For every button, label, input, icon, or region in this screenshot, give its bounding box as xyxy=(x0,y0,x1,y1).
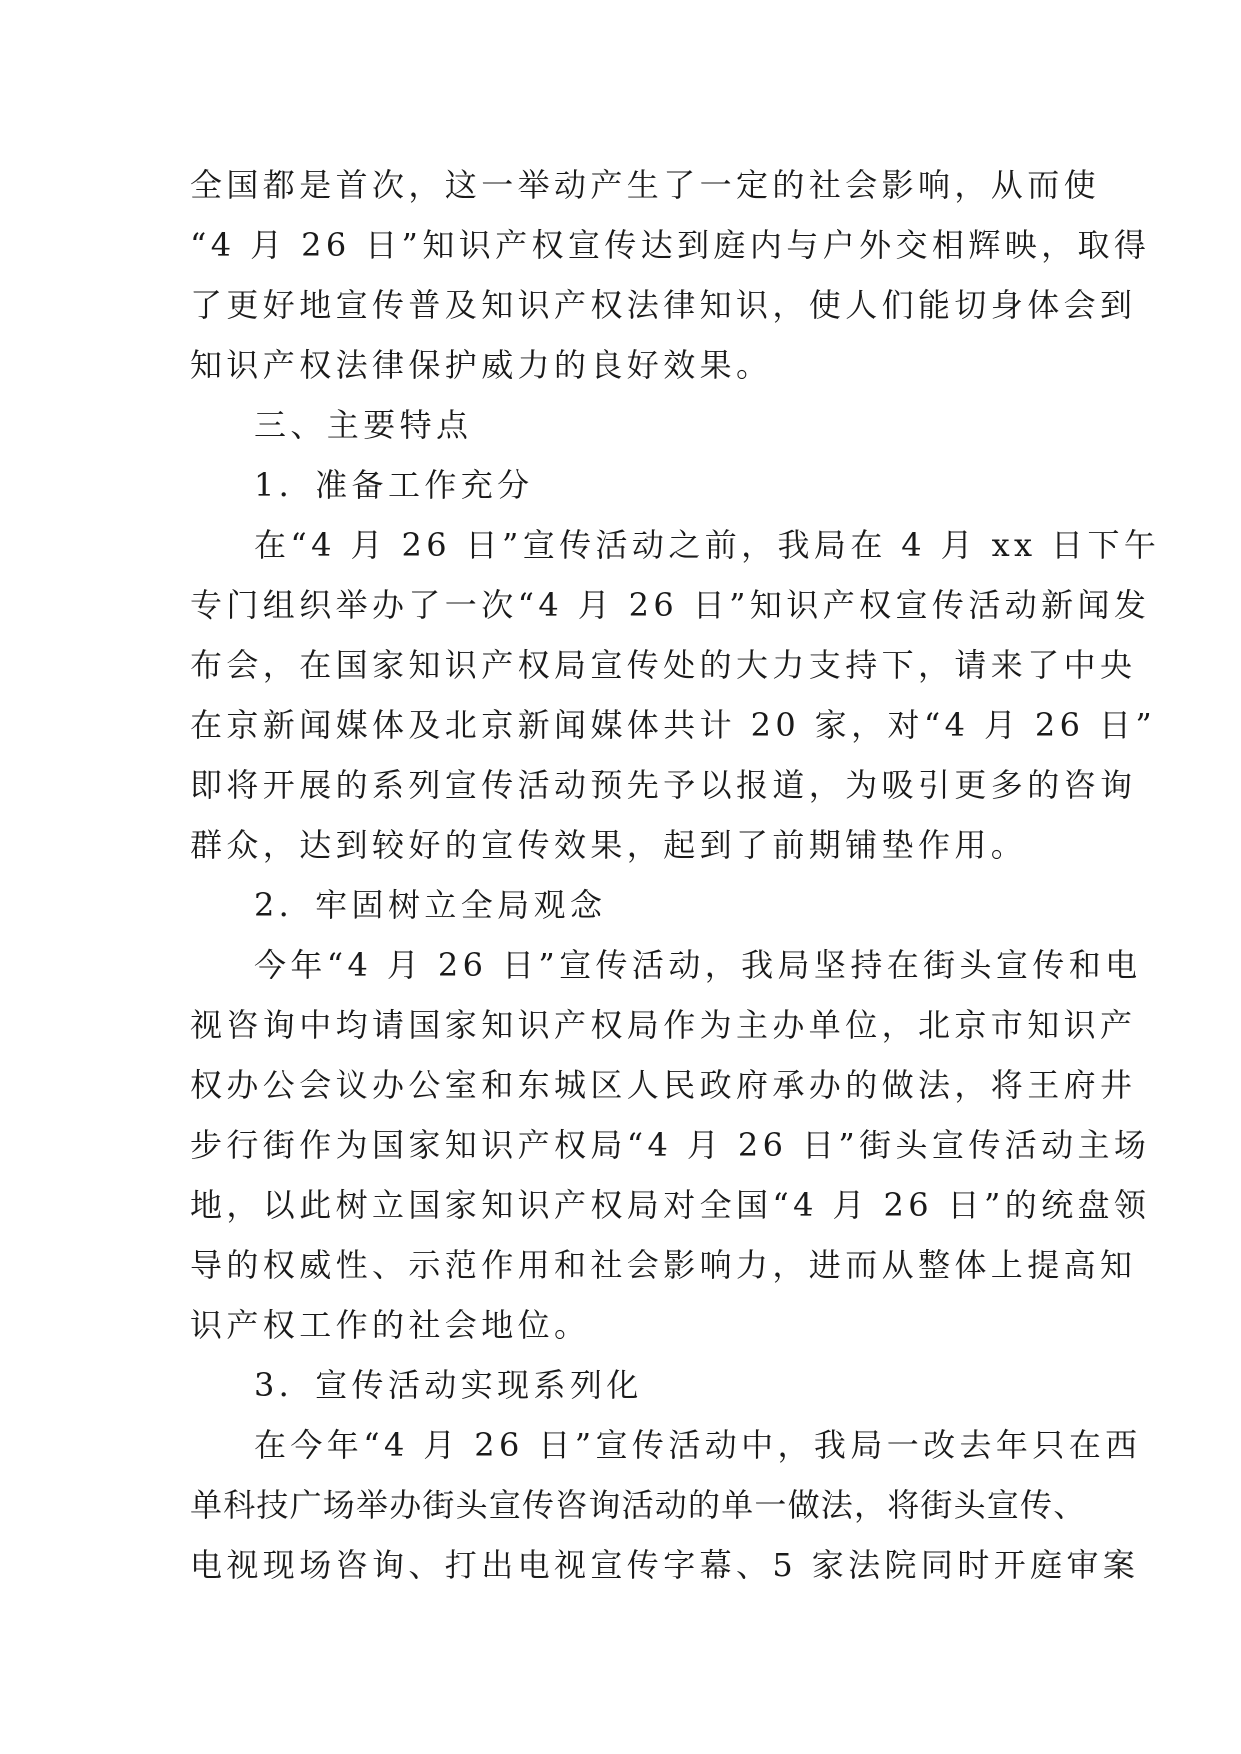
paragraph-line: 专门组织举办了一次“4 月 26 日”知识产权宣传活动新闻发 xyxy=(190,586,1151,624)
paragraph-line: 步行街作为国家知识产权局“4 月 26 日”街头宣传活动主场 xyxy=(190,1126,1151,1164)
section-heading: 三、主要特点 xyxy=(254,406,473,444)
paragraph-line: “4 月 26 日”知识产权宣传达到庭内与户外交相辉映，取得 xyxy=(190,226,1151,264)
paragraph-line: 布会，在国家知识产权局宣传处的大力支持下，请来了中央 xyxy=(190,646,1137,684)
paragraph-line: 群众，达到较好的宣传效果，起到了前期铺垫作用。 xyxy=(190,826,1028,864)
paragraph-line: 在今年“4 月 26 日”宣传活动中，我局一改去年只在西 xyxy=(254,1426,1142,1464)
paragraph-line: 单科技广场举办街头宣传咨询活动的单一做法，将街头宣传、 xyxy=(190,1486,1087,1524)
subsection-heading: 2．牢固树立全局观念 xyxy=(254,886,607,924)
paragraph-line: 知识产权法律保护威力的良好效果。 xyxy=(190,346,773,384)
paragraph-line: 在“4 月 26 日”宣传活动之前，我局在 4 月 xx 日下午 xyxy=(254,526,1161,564)
paragraph-line: 识产权工作的社会地位。 xyxy=(190,1306,591,1344)
subsection-heading: 1．准备工作充分 xyxy=(254,466,534,504)
body-text xyxy=(190,155,1161,1595)
paragraph-line: 即将开展的系列宣传活动预先予以报道，为吸引更多的咨询 xyxy=(190,766,1137,804)
paragraph-line: 地，以此树立国家知识产权局对全国“4 月 26 日”的统盘领 xyxy=(190,1186,1151,1224)
paragraph-line: 了更好地宣传普及知识产权法律知识，使人们能切身体会到 xyxy=(190,286,1137,324)
paragraph-line: 导的权威性、示范作用和社会影响力，进而从整体上提高知 xyxy=(190,1246,1137,1284)
paragraph-line: 权办公会议办公室和东城区人民政府承办的做法，将王府井 xyxy=(190,1066,1137,1104)
paragraph-line: 今年“4 月 26 日”宣传活动，我局坚持在街头宣传和电 xyxy=(254,946,1142,984)
paragraph-line: 在京新闻媒体及北京新闻媒体共计 20 家，对“4 月 26 日” xyxy=(190,706,1157,744)
paragraph-line: 全国都是首次，这一举动产生了一定的社会影响，从而使 xyxy=(190,166,1101,204)
subsection-heading: 3．宣传活动实现系列化 xyxy=(254,1366,643,1404)
paragraph-line: 电视现场咨询、打出电视宣传字幕、5 家法院同时开庭审案 xyxy=(190,1546,1140,1584)
paragraph-line: 视咨询中均请国家知识产权局作为主办单位，北京市知识产 xyxy=(190,1006,1137,1044)
